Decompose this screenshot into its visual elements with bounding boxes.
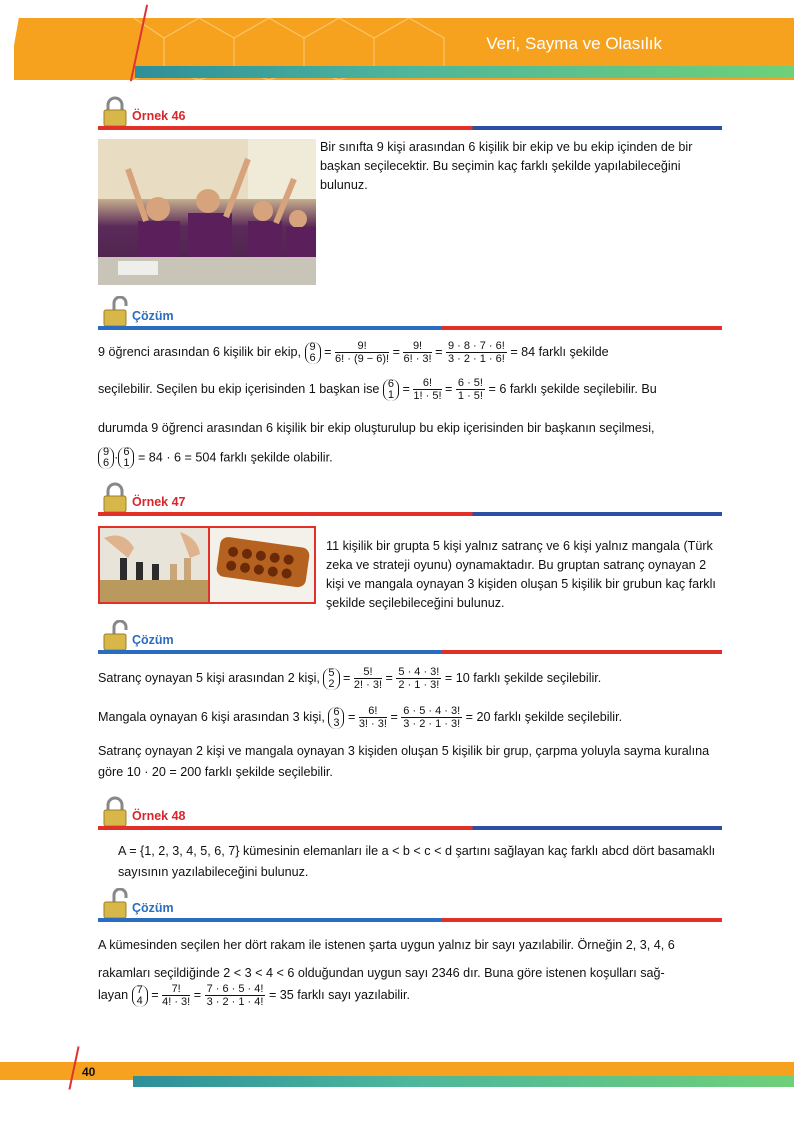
example-47-heading <box>98 482 722 516</box>
binomial-6-3: 6 3 <box>328 707 344 729</box>
solution-label: Çözüm <box>132 901 174 915</box>
text: = 84 · 6 = 504 farklı şekilde olabilir. <box>137 450 333 465</box>
example-label: Örnek 48 <box>132 809 186 823</box>
solution-46-line-4: 9 6 · 6 1 = 84 · 6 = 504 farklı şekilde olabilir. <box>98 447 728 469</box>
chess-board-image <box>100 528 208 602</box>
heading-rule <box>98 512 722 516</box>
fraction: $\frac{5 \cdot 4 \cdot 3!}{2 \cdot 1 \cdot 3!}$ <box>398 666 440 691</box>
binomial-9-6: 9 6 <box>98 447 114 469</box>
solution-46-line-2: seçilebilir. Seçilen bu ekip içerisinden 1 başkan ise 6 1 = $\frac{6!}{1! \cdot 5!}$ = $\frac{6 \cdot 5!}{1 \cdot 5!}$ = 6 farklı şekilde seçilebilir. Bu <box>98 377 657 402</box>
text: layan <box>98 987 129 1002</box>
solution-label: Çözüm <box>132 309 174 323</box>
solution-47-line-2: Mangala oynayan 6 kişi arasından 3 kişi, 6 3 = $\frac{6!}{3! \cdot 3!}$ = $\frac{6 \cdot 5 \cdot 4 \cdot 3!}{3 \cdot 2 \cdot 1 \cdot 3!}$ = 20 farklı şekilde seçilebilir. <box>98 705 623 730</box>
solution-48-heading <box>98 888 722 922</box>
solution-47-line-3: Satranç oynayan 2 kişi ve mangala oynayan 3 kişiden oluşan 5 kişilik bir grup, çarpma yoluyla sayma kuralına göre 10 · 20 = 200 farklı şekilde seçilebilir. <box>98 744 710 779</box>
binomial-7-4: 7 4 <box>132 985 148 1007</box>
students-raising-hands-image <box>98 139 316 285</box>
fraction: $\frac{9 \cdot 8 \cdot 7 \cdot 6!}{3 \cdot 2 \cdot 1 \cdot 6!}$ <box>447 340 505 365</box>
unlock-icon <box>102 888 128 918</box>
heading-rule <box>98 826 722 830</box>
binomial-9-6: 9 6 <box>305 342 321 364</box>
binomial-5-2: 5 2 <box>323 668 339 690</box>
text: = 84 farklı şekilde <box>510 344 609 359</box>
example-label: Örnek 46 <box>132 109 186 123</box>
solution-46-line-1: 9 öğrenci arasından 6 kişilik bir ekip, 9 6 = $\frac{9!}{6! \cdot (9 - 6)!}$ = $\frac{9!}{6! \cdot 3!}$ = $\frac{9 \cdot 8 \cdot 7 \cdot 6!}{3 \cdot 2 \cdot 1 \cdot 6!}$ = 84 farklı şekilde <box>98 340 609 365</box>
fraction: $\frac{6 \cdot 5!}{1 \cdot 5!}$ <box>457 377 483 402</box>
text: = 35 farklı sayı yazılabilir. <box>268 987 410 1002</box>
example-48-text: A = {1, 2, 3, 4, 5, 6, 7} kümesinin elemanları ile a < b < c < d şartını sağlayan kaç farklı abcd dört basamaklı sayısının yazılabileceğini bulunuz. <box>118 844 716 879</box>
solution-46-heading <box>98 296 722 330</box>
fraction: $\frac{9!}{6! \cdot 3!}$ <box>403 340 432 365</box>
lock-icon <box>102 482 128 512</box>
heading-rule <box>98 650 722 654</box>
text: Mangala oynayan 6 kişi arasından 3 kişi, <box>98 709 325 724</box>
fraction: $\frac{6 \cdot 5 \cdot 4 \cdot 3!}{3 \cdot 2 \cdot 1 \cdot 3!}$ <box>403 705 461 730</box>
header-accent-strip <box>135 66 794 78</box>
heading-rule <box>98 326 722 330</box>
example-47-text: 11 kişilik bir grupta 5 kişi yalnız satranç ve 6 kişi yalnız mangala (Türk zeka ve strateji oyunu) oynamaktadır. Bu gruptan satranç oynayan 2 kişi ve mangala oynayan 3 kişiden oluşan 5 kişilik bir grubun kaç farklı şekilde seçilebileceğini bulunuz. <box>326 539 716 610</box>
solution-48-line-1: A kümesinden seçilen her dört rakam ile istenen şarta uygun yalnız bir sayı yazılabilir. Örneğin 2, 3, 4, 6 rakamları seçildiğinde 2 < 3 < 4 < 6 olduğundan uygun sayı 2346 dır. Buna göre istenen koşulları sağ- <box>98 938 675 980</box>
fraction: $\frac{7 \cdot 6 \cdot 5 \cdot 4!}{3 \cdot 2 \cdot 1 \cdot 4!}$ <box>206 983 264 1008</box>
classroom-photo <box>98 139 316 285</box>
heading-rule <box>98 126 722 130</box>
solution-47-line-1: Satranç oynayan 5 kişi arasından 2 kişi, 5 2 = $\frac{5!}{2! \cdot 3!}$ = $\frac{5 \cdot 4 \cdot 3!}{2 \cdot 1 \cdot 3!}$ = 10 farklı şekilde seçilebilir. <box>98 666 602 691</box>
text: = 10 farklı şekilde seçilebilir. <box>444 670 602 685</box>
unlock-icon <box>102 296 128 326</box>
binomial-6-1: 6 1 <box>118 447 134 469</box>
lock-icon <box>102 796 128 826</box>
text: = 6 farklı şekilde seçilebilir. Bu <box>488 381 657 396</box>
fraction: $\frac{7!}{4! \cdot 3!}$ <box>162 983 191 1008</box>
mangala-board-image <box>210 528 314 602</box>
text: seçilebilir. Seçilen bu ekip içerisinden 1 başkan ise <box>98 381 380 396</box>
fraction: $\frac{5!}{2! \cdot 3!}$ <box>353 666 383 691</box>
fraction: $\frac{9!}{6! \cdot (9 - 6)!}$ <box>335 340 390 365</box>
page-number: 40 <box>82 1065 96 1079</box>
unlock-icon <box>102 620 128 650</box>
heading-rule <box>98 918 722 922</box>
example-46-text: Bir sınıfta 9 kişi arasından 6 kişilik bir ekip ve bu ekip içinden de bir başkan seçilecektir. Bu seçimin kaç farklı şekilde yapılabileceğini bulunuz. <box>320 140 693 192</box>
chapter-title: Veri, Sayma ve Olasılık <box>486 34 662 53</box>
binomial-6-1: 6 1 <box>383 379 399 401</box>
fraction: $\frac{6!}{3! \cdot 3!}$ <box>358 705 387 730</box>
lock-icon <box>102 96 128 126</box>
solution-48-line-2: layan 7 4 = $\frac{7!}{4! \cdot 3!}$ = $\frac{7 \cdot 6 \cdot 5 \cdot 4!}{3 \cdot 2 \cdot 1 \cdot 4!}$ = 35 farklı sayı yazılabilir. <box>98 983 410 1008</box>
example-46-heading <box>98 96 722 130</box>
mangala-photo <box>208 526 316 604</box>
solution-46-line-3: durumda 9 öğrenci arasından 6 kişilik bir ekip oluşturulup bu ekip içerisinden bir başkanın seçilmesi, <box>98 421 655 435</box>
example-48-heading <box>98 796 722 830</box>
footer-accent-strip <box>133 1076 794 1087</box>
chess-photo <box>98 526 210 604</box>
solution-label: Çözüm <box>132 633 174 647</box>
text: Satranç oynayan 5 kişi arasından 2 kişi, <box>98 670 320 685</box>
text: = 20 farklı şekilde seçilebilir. <box>465 709 623 724</box>
solution-47-heading <box>98 620 722 654</box>
text: 9 öğrenci arasından 6 kişilik bir ekip, <box>98 344 302 359</box>
example-label: Örnek 47 <box>132 495 186 509</box>
fraction: $\frac{6!}{1! \cdot 5!}$ <box>413 377 442 402</box>
